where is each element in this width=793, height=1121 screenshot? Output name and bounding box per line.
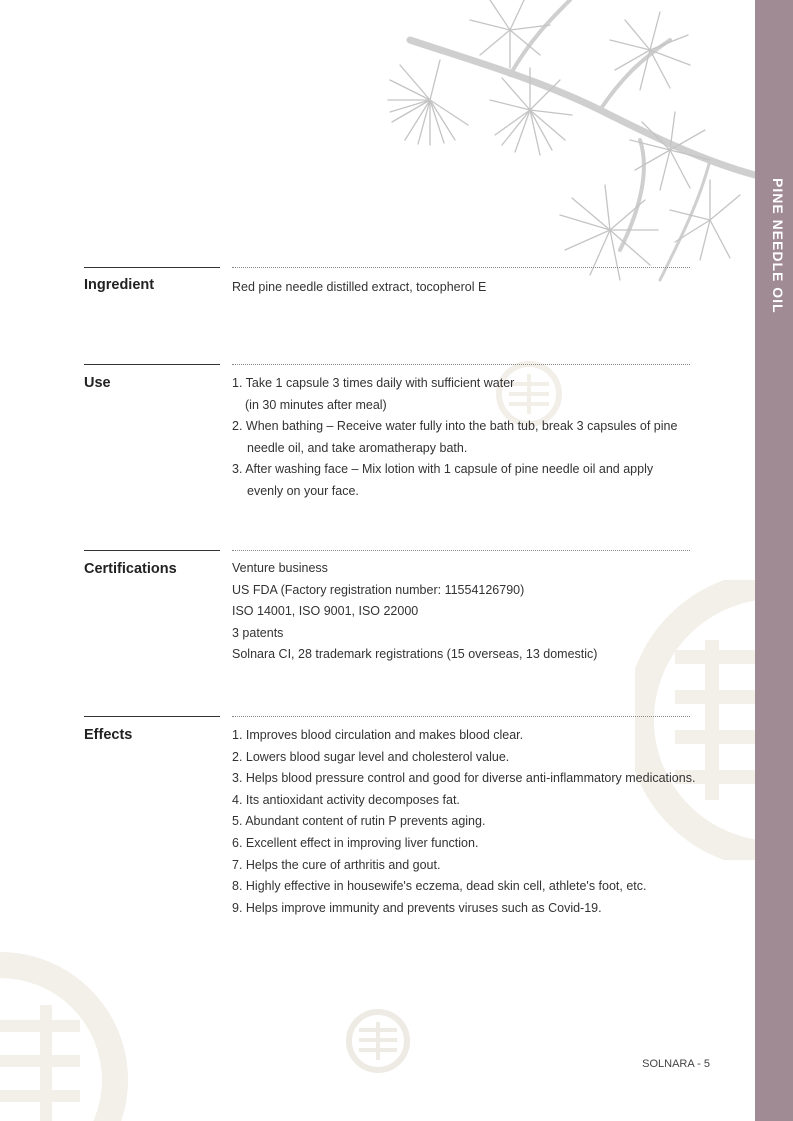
certifications-rule [84,550,220,551]
certifications-line: US FDA (Factory registration number: 11554126790) [232,582,525,597]
ingredient-rule [84,267,220,268]
use-body [232,373,702,503]
effects-line: 9. Helps improve immunity and prevents viruses such as Covid-19. [232,900,602,915]
use-line: (in 30 minutes after meal) [245,397,387,412]
watermark-emblem-left [0,950,130,1121]
ingredient-line: Red pine needle distilled extract, tocopherol E [232,280,487,294]
certifications-line: 3 patents [232,625,284,640]
ingredient-body [232,277,702,299]
effects-line: 5. Abundant content of rutin P prevents aging. [232,814,486,829]
certifications-line: ISO 14001, ISO 9001, ISO 22000 [232,604,419,619]
use-heading: Use [84,375,111,391]
certifications-heading: Certifications [84,561,177,577]
certifications-line: Venture business [232,561,328,575]
sidebar-title: PINE NEEDLE OIL [770,178,786,314]
effects-line: 3. Helps blood pressure control and good for diverse anti-inflammatory medications. [232,771,696,786]
page-number: SOLNARA - 5 [642,1058,710,1070]
certifications-dotted-rule [232,550,690,551]
effects-body [232,725,702,919]
sidebar-band [755,0,793,1121]
effects-dotted-rule [232,716,690,717]
certifications-body [232,558,702,666]
effects-line: 6. Excellent effect in improving liver function. [232,835,479,850]
effects-line: 4. Its antioxidant activity decomposes fat. [232,792,460,807]
use-line: needle oil, and take aromatherapy bath. [247,440,468,455]
certifications-line: Solnara CI, 28 trademark registrations (15 overseas, 13 domestic) [232,647,598,662]
ingredient-heading: Ingredient [84,277,155,293]
effects-line: 1. Improves blood circulation and makes blood clear. [232,728,524,742]
watermark-emblem-bottom [345,1008,411,1074]
effects-line: 2. Lowers blood sugar level and cholesterol value. [232,749,510,764]
effects-rule [84,716,220,717]
use-dotted-rule [232,364,690,365]
use-rule [84,364,220,365]
ingredient-dotted-rule [232,267,690,268]
use-line: 1. Take 1 capsule 3 times daily with sufficient water [232,376,515,390]
use-line: 3. After washing face – Mix lotion with 1 capsule of pine needle oil and apply [232,462,654,477]
use-line: 2. When bathing – Receive water fully into the bath tub, break 3 capsules of pine [232,419,678,434]
effects-heading: Effects [84,727,133,743]
effects-line: 8. Highly effective in housewife's eczema, dead skin cell, athlete's foot, etc. [232,879,647,894]
effects-line: 7. Helps the cure of arthritis and gout. [232,857,441,872]
use-line: evenly on your face. [247,483,359,498]
